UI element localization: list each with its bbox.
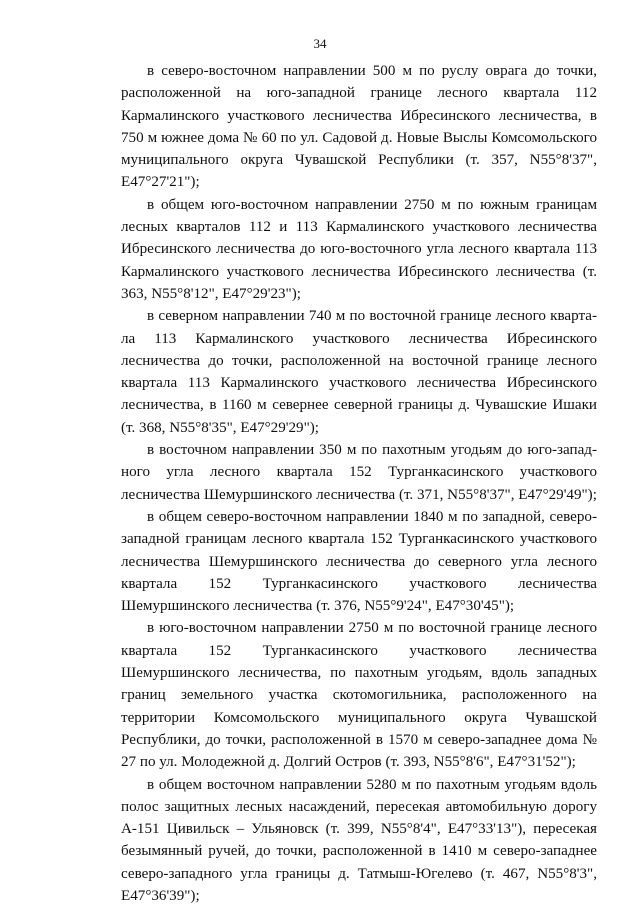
- paragraph-2: в общем юго-восточном направлении 2750 м по южным границам лесных кварталов 112 и 113 Кармалинского участкового лесничества Ибресинского лесничества до юго-восточного угла лесного квартала 113 Кармалинского участкового лесничества Ибресинского лесничества (т. 363, N55°8'12", E47°29'23");: [121, 194, 597, 305]
- paragraph-4: в восточном направлении 350 м по пахотным угодьям до юго-западного угла лесного квартала 152 Турганкасинского участкового лесничества Шемуршинского лесничества (т. 371, N55°8'37", E47°29'49");: [121, 439, 597, 506]
- document-body: [121, 60, 597, 907]
- paragraph-1: в северо-восточном направлении 500 м по руслу оврага до точки, расположенной на юго-западной границе лесного квартала 112 Кармалинского участкового лесничества Ибресинского лесничества, в 750 м южнее дома № 60 по ул. Садовой д. Новые Выслы Комсомольского муниципального округа Чувашской Республики (т. 357, N55°8'37", E47°27'21");: [121, 60, 597, 194]
- paragraph-6: в юго-восточном направлении 2750 м по восточной границе лесного квартала 152 Турганкасинского участкового лесничества Шемуршинского лесничества, по пахотным угодьям, вдоль западных границ земельного участка скотомогильника, расположенного на территории Комсомольского муниципального округа Чувашской Республики, до точки, расположенной в 1570 м северо-западнее дома № 27 по ул. Молодежной д. Долгий Остров (т. 393, N55°8'6", E47°31'52");: [121, 617, 597, 773]
- paragraph-3: в северном направлении 740 м по восточной границе лесного квартала 113 Кармалинского участкового лесничества Ибресинского лесничества до точки, расположенной на восточной границе лесного квартала 113 Кармалинского участкового лесничества Ибресинского лесничества, в 1160 м севернее северной границы д. Чувашские Ишаки (т. 368, N55°8'35", E47°29'29");: [121, 305, 597, 439]
- paragraph-5: в общем северо-восточном направлении 1840 м по западной, северо-западной границам лесного квартала 152 Турганкасинского участкового лесничества Шемуршинского лесничества до северного угла лесного квартала 152 Турганкасинского участкового лесничества Шемуршинского лесничества (т. 376, N55°9'24", E47°30'45");: [121, 506, 597, 617]
- page-number: 34: [0, 36, 640, 52]
- paragraph-7: в общем восточном направлении 5280 м по пахотным угодьям вдоль полос защитных лесных насаждений, пересекая автомобильную дорогу А-151 Цивильск – Ульяновск (т. 399, N55°8'4", E47°33'13"), пересекая безымянный ручей, до точки, расположенной в 1410 м северо-западнее северо-западного угла границы д. Татмыш-Югелево (т. 467, N55°8'3", E47°36'39");: [121, 774, 597, 907]
